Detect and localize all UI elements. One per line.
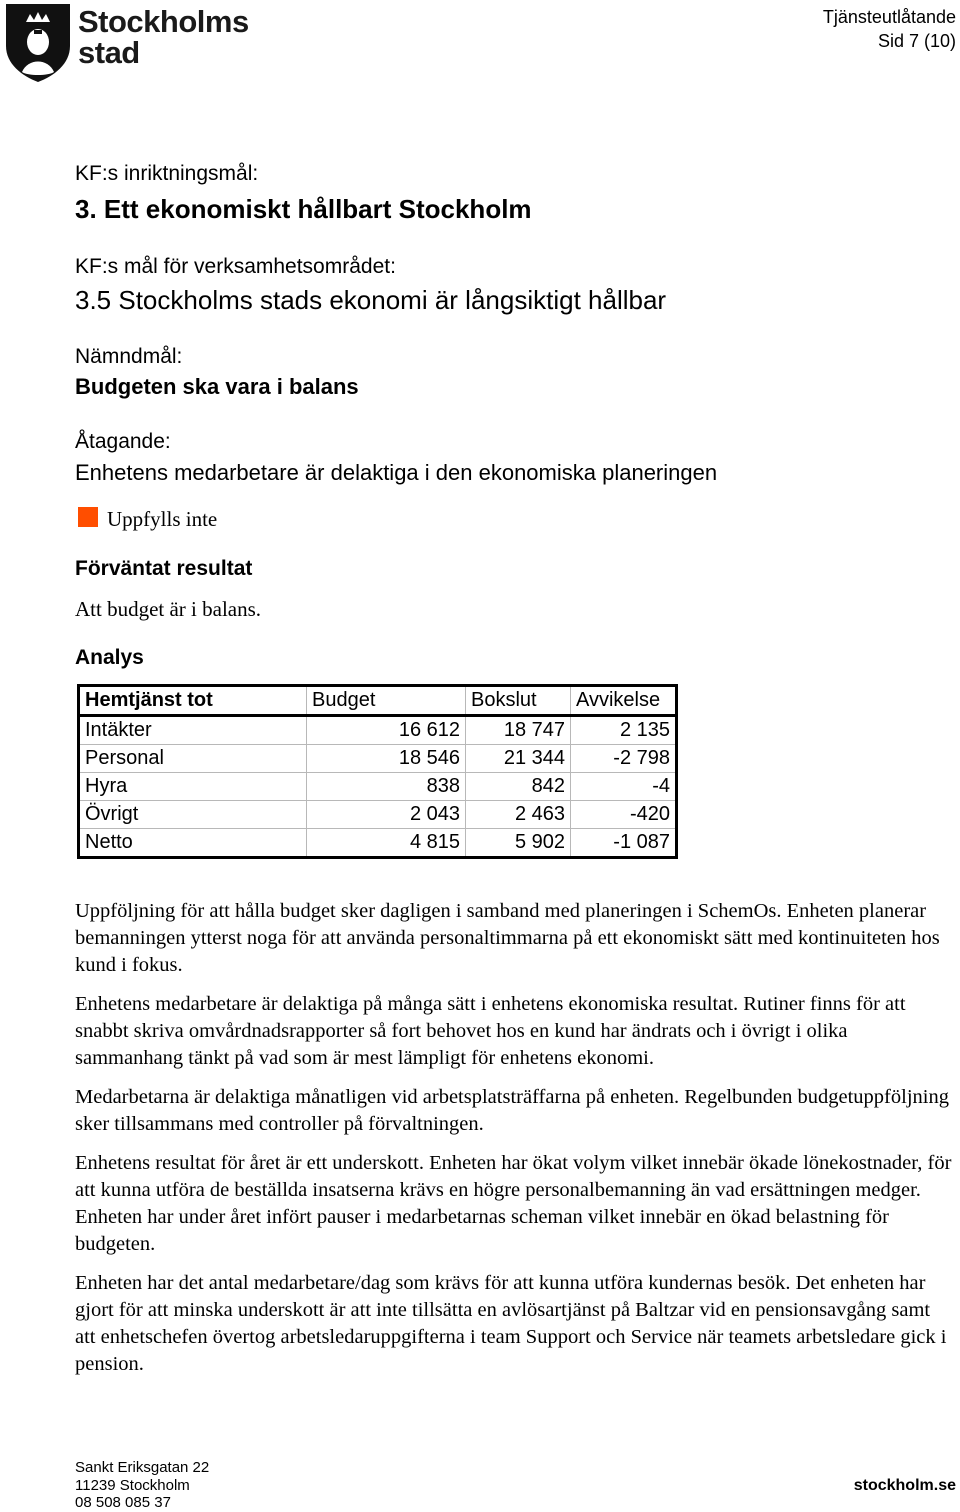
row-label: Hyra	[79, 773, 307, 801]
status-text: Uppfylls inte	[107, 507, 218, 531]
budget-table	[77, 684, 678, 859]
board-goal-label: Nämndmål:	[75, 345, 183, 368]
footer-city: 11239 Stockholm	[75, 1476, 190, 1494]
org-name-line1: Stockholms	[78, 4, 249, 39]
org-name-line2: stad	[78, 35, 140, 70]
table-row	[79, 773, 677, 801]
analysis-body	[75, 898, 953, 1390]
outcome-cell: 18 747	[466, 716, 571, 745]
table-row	[79, 716, 677, 745]
outcome-cell: 2 463	[466, 801, 571, 829]
table-row	[79, 801, 677, 829]
row-label: Övrigt	[79, 801, 307, 829]
status-indicator-icon	[78, 507, 98, 527]
kf-goal-title: 3. Ett ekonomiskt hållbart Stockholm	[75, 194, 532, 224]
budget-cell: 18 546	[307, 745, 466, 773]
footer-website[interactable]: stockholm.se	[853, 1477, 956, 1494]
commitment-label: Åtagande:	[75, 430, 171, 453]
footer-address	[75, 1459, 209, 1512]
budget-cell: 838	[307, 773, 466, 801]
table-row	[79, 829, 677, 858]
deviation-cell: -420	[571, 801, 677, 829]
logo	[4, 2, 249, 84]
table-header-row	[79, 686, 677, 716]
column-header: Budget	[307, 686, 466, 716]
analysis-paragraph: Enhetens resultat för året är ett underskott. Enheten har ökat volym vilket innebär ökade lönekostnader, för att kunna utföra de beställda insatserna krävs en högre personalbemanning än vad ersättningen medger. Enheten har under året infört pauser i medarbetarnas scheman vilket innebär en ökad belastning för budgeten.	[75, 1152, 952, 1255]
budget-cell: 2 043	[307, 801, 466, 829]
analysis-paragraph: Enhetens medarbetare är delaktiga på många sätt i enhetens ekonomiska resultat. Rutiner finns för att snabbt skriva omvårdnadsrapporter så fort behovet hos en kund har ändrats och i övrigt i olika sammanhang tänkt på vad som är mest lämpligt för enhetens ekonomi.	[75, 993, 906, 1069]
footer-street: Sankt Eriksgatan 22	[75, 1459, 210, 1476]
row-label: Intäkter	[79, 716, 307, 745]
column-header: Bokslut	[466, 686, 571, 716]
expected-text: Att budget är i balans.	[75, 597, 262, 621]
column-header: Hemtjänst tot	[79, 686, 307, 716]
budget-cell: 4 815	[307, 829, 466, 858]
area-goal-label: KF:s mål för verksamhetsområdet:	[75, 255, 396, 278]
outcome-cell: 21 344	[466, 745, 571, 773]
table-row	[79, 745, 677, 773]
page-number: Sid 7 (10)	[877, 31, 956, 51]
deviation-cell: -2 798	[571, 745, 677, 773]
deviation-cell: -1 087	[571, 829, 677, 858]
analysis-paragraph: Uppföljning för att hålla budget sker dagligen i samband med planeringen i SchemOs. Enheten planerar bemanningen ytterst noga för att använda personaltimmarna på ett ekonomiskt sätt med kontinuiteten hos kund i fokus.	[75, 900, 940, 976]
analysis-paragraph: Enheten har det antal medarbetare/dag som krävs för att kunna utföra kundernas besök. Det enheten har gjort för att minska underskott är att inte tillsätta en avlösartjänst på Baltzar vid en pensionsavgång samt att enhetschefen övertog arbetsledaruppgifterna i team Support och Service när teamets arbetsledare gick i pension.	[75, 1272, 947, 1375]
row-label: Personal	[79, 745, 307, 773]
analysis-heading: Analys	[75, 646, 144, 669]
column-header: Avvikelse	[571, 686, 677, 716]
doc-type: Tjänsteutlåtande	[822, 7, 956, 27]
commitment-title: Enhetens medarbetare är delaktiga i den ekonomiska planeringen	[75, 460, 718, 485]
board-goal-title: Budgeten ska vara i balans	[75, 374, 359, 399]
city-crest-icon	[4, 2, 74, 84]
analysis-paragraph: Medarbetarna är delaktiga månatligen vid arbetsplatsträffarna på enheten. Regelbunden budgetuppföljning sker tillsammans med controller på förvaltningen.	[75, 1086, 949, 1135]
footer-phone: 08 508 085 37	[75, 1494, 171, 1511]
kf-goal-label: KF:s inriktningsmål:	[75, 162, 259, 185]
row-label: Netto	[79, 829, 307, 858]
area-goal-title: 3.5 Stockholms stads ekonomi är långsiktigt hållbar	[75, 285, 667, 315]
expected-heading: Förväntat resultat	[75, 557, 253, 580]
deviation-cell: 2 135	[571, 716, 677, 745]
budget-cell: 16 612	[307, 716, 466, 745]
outcome-cell: 5 902	[466, 829, 571, 858]
deviation-cell: -4	[571, 773, 677, 801]
outcome-cell: 842	[466, 773, 571, 801]
